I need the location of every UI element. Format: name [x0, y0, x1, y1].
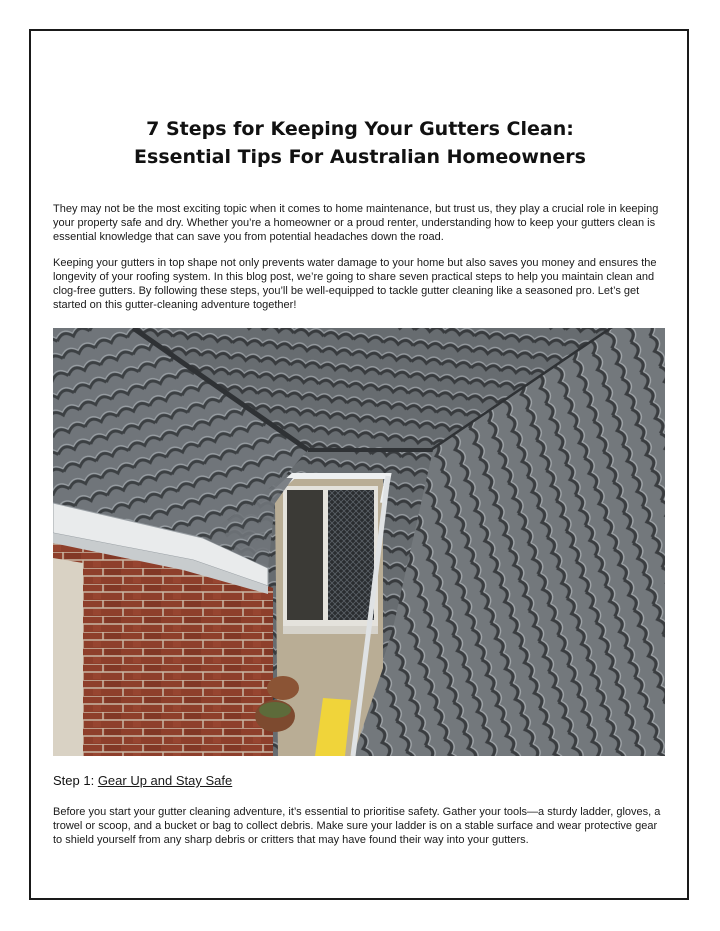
- title-line-2: Essential Tips For Australian Homeowners: [134, 146, 586, 168]
- step-1-heading: [53, 772, 667, 790]
- intro-paragraph: They may not be the most exciting topic when it comes to home maintenance, but trust us, they play a crucial role in keeping your property safe and dry. Whether you’re a homeowner or a proud renter, understanding how to keep your gutters clean is essential knowledge that can save you from potential headaches down the road.: [53, 203, 659, 243]
- document-title: [53, 115, 667, 171]
- document-page: [29, 29, 689, 900]
- step-1-link[interactable]: Gear Up and Stay Safe: [97, 773, 233, 788]
- step-1-body: Before you start your gutter cleaning adventure, it’s essential to prioritise safety. Gather your tools—a sturdy ladder, gloves, a trowel or scoop, and a bucket or bag to collect debris. Make sure your ladder is on a stable surface and wear protective gear to shield yourself from any sharp debris or critters that may have found their way into your gutters.: [53, 806, 661, 846]
- roof-gutter-photo: [53, 328, 665, 756]
- step-1-label: Step 1:: [53, 773, 98, 788]
- document-content: [53, 115, 667, 847]
- title-line-1: 7 Steps for Keeping Your Gutters Clean:: [146, 118, 574, 140]
- second-paragraph: Keeping your gutters in top shape not only prevents water damage to your home but also saves you money and ensures the longevity of your roofing system. In this blog post, we’re going to share seven practical steps to help you maintain clean and clog-free gutters. By following these steps, you’ll be well-equipped to tackle gutter cleaning like a seasoned pro. Let’s get started on this gutter-cleaning adventure together!: [53, 257, 657, 311]
